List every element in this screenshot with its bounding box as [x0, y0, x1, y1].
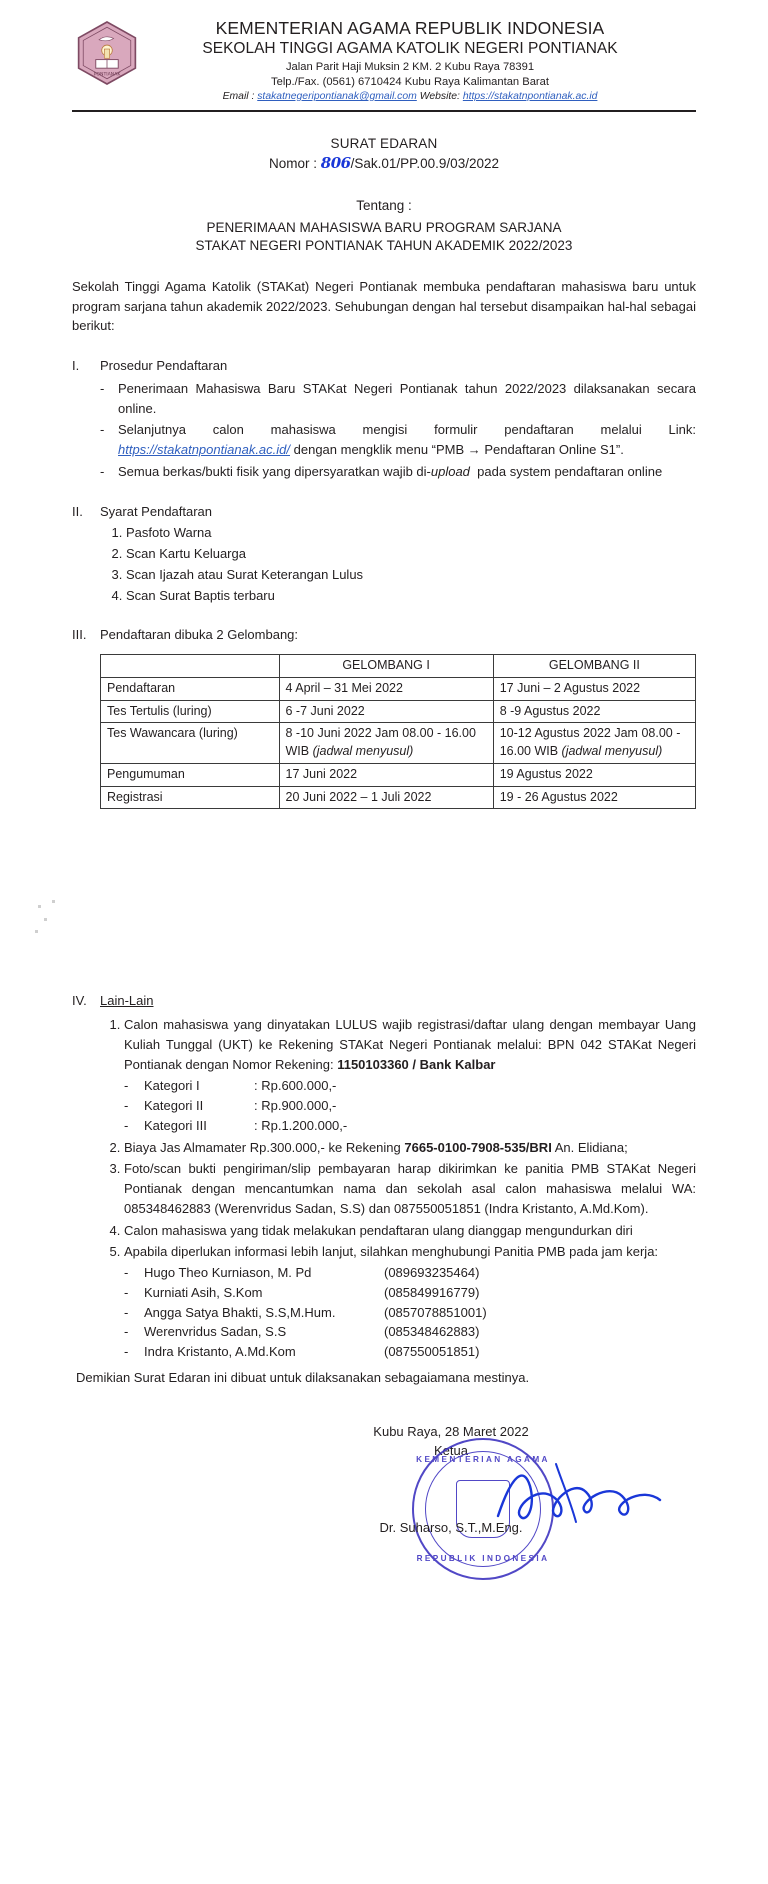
document-type: SURAT EDARAN — [330, 135, 438, 151]
dash-bullet-icon: - — [124, 1324, 129, 1340]
dash-bullet-icon: - — [124, 1344, 129, 1360]
cell-w-g2-text: 10-12 Agustus 2022 Jam 08.00 - 16.00 WIB — [499, 726, 681, 759]
page-gap-spacer — [72, 809, 696, 979]
section-1-bullet-2 — [118, 420, 696, 460]
section-4-title: Lain-Lain — [100, 993, 154, 1009]
cell-tes-tertulis-g1: 6 -7 Juni 2022 — [279, 700, 493, 723]
subject-line-1: PENERIMAAN MAHASISWA BARU PROGRAM SARJANA — [206, 219, 562, 235]
cell-pengumuman-g2: 19 Agustus 2022 — [493, 763, 695, 786]
section-2-number: II. — [72, 503, 83, 519]
document-body — [0, 277, 768, 1572]
list-item — [124, 1096, 696, 1116]
closing-statement: Demikian Surat Edaran ini dibuat untuk dilaksanakan sebagaiamana mestinya. — [76, 1369, 530, 1385]
kontak-4-nama: Werenvridus Sadan, S.S — [144, 1324, 287, 1340]
kategori-list — [124, 1076, 696, 1135]
table-row — [101, 763, 696, 786]
kontak-1-telp: (089693235464) — [384, 1265, 480, 1281]
table-row — [101, 700, 696, 723]
cell-pendaftaran-g1: 4 April – 31 Mei 2022 — [279, 677, 493, 700]
website-label: Website: — [419, 90, 460, 102]
table-header-row — [101, 655, 696, 678]
kategori-1-name: Kategori I — [144, 1078, 200, 1094]
cell-w-g1-note: (jadwal menyusul) — [312, 744, 414, 759]
list-item — [124, 1242, 696, 1362]
list-item — [124, 1138, 696, 1158]
nomor-label: Nomor : — [269, 155, 318, 171]
list-item: 3. Scan Ijazah atau Surat Keterangan Lulus — [126, 565, 696, 585]
kategori-2-name: Kategori II — [144, 1098, 204, 1114]
nomor-rest: /Sak.01/PP.00.9/03/2022 — [350, 155, 499, 171]
section-1-title: Prosedur Pendaftaran — [100, 358, 228, 374]
list-item — [100, 379, 696, 419]
lain-lain-list — [100, 1015, 696, 1362]
kontak-2-telp: (085849916779) — [384, 1284, 480, 1300]
list-item — [100, 420, 696, 460]
kategori-3-name: Kategori III — [144, 1117, 207, 1133]
email-link[interactable]: stakatnegeripontianak@gmail.com — [257, 90, 417, 102]
list-item — [124, 1342, 696, 1362]
row-label-pengumuman: Pengumuman — [101, 763, 280, 786]
kontak-3-telp: (0857078851001) — [384, 1304, 487, 1320]
kontak-4-telp: (085348462883) — [384, 1324, 480, 1340]
dash-bullet-icon: - — [124, 1304, 129, 1320]
list-item — [124, 1303, 696, 1323]
section-gelombang — [72, 625, 696, 809]
list-item — [124, 1263, 696, 1283]
lain-item2-pre: Biaya Jas Almamater Rp.300.000,- ke Rekening — [124, 1139, 405, 1155]
cell-tes-wawancara-g2 — [493, 723, 695, 764]
scan-speckle — [44, 918, 47, 921]
dash-bullet-icon: - — [124, 1265, 129, 1281]
list-item — [100, 462, 696, 482]
table-header-gelombang-1: GELOMBANG I — [279, 655, 493, 678]
section-3-title: Pendaftaran dibuka 2 Gelombang: — [100, 627, 299, 643]
row-label-tes-tertulis: Tes Tertulis (luring) — [101, 700, 280, 723]
stamp-bottom-text: REPUBLIK INDONESIA — [416, 1554, 550, 1564]
section-4-number: IV. — [72, 993, 87, 1009]
section-prosedur-pendaftaran — [72, 356, 696, 482]
list-item — [124, 1322, 696, 1342]
kategori-1-value: : Rp.600.000,- — [254, 1078, 337, 1094]
lain-item1-pre: Calon mahasiswa yang dinyatakan LULUS wajib registrasi/daftar ulang dengan membayar Uang Kuliah Tunggal (UKT) ke Rekening STAKat Negeri Pontianak melalui: BPN 042 STAKat Negeri Pontianak dengan Nomor Rekening: — [124, 1017, 696, 1072]
letterhead — [0, 0, 768, 105]
document-number — [0, 154, 768, 172]
list-item: 3. Foto/scan bukti pengiriman/slip pembayaran harap dikirimkan ke panitia PMB STAKat Negeri Pontianak dengan mencantumkan nama dan sekolah asal calon mahasiswa melalui WA: 085348462883 (Werenvridus Sadan, S.S) dan 087550051851 (Indra Kristanto, A.Md.Kom). — [124, 1159, 696, 1218]
bullet-3-emphasis: upload — [430, 463, 470, 479]
dash-bullet-icon: - — [124, 1098, 129, 1114]
kontak-2-nama: Kurniati Asih, S.Kom — [144, 1284, 263, 1300]
kontak-1-nama: Hugo Theo Kurniason, M. Pd — [144, 1265, 312, 1281]
kontak-5-nama: Indra Kristanto, A.Md.Kom — [144, 1344, 296, 1360]
row-label-registrasi: Registrasi — [101, 786, 280, 809]
website-link[interactable]: https://stakatnpontianak.ac.id — [462, 90, 598, 102]
svg-text:PONTIANAK: PONTIANAK — [93, 72, 121, 78]
kontak-3-nama: Angga Satya Bhakti, S.S,M.Hum. — [144, 1304, 336, 1320]
cell-registrasi-g2: 19 - 26 Agustus 2022 — [493, 786, 695, 809]
phone-line: Telp./Fax. (0561) 6710424 Kubu Raya Kalimantan Barat — [271, 75, 549, 88]
list-item: 2. Scan Kartu Keluarga — [126, 544, 696, 564]
institution-name: SEKOLAH TINGGI AGAMA KATOLIK NEGERI PONTIANAK — [202, 40, 618, 58]
section-1-list — [100, 379, 696, 482]
signature-place-date: Kubu Raya, 28 Maret 2022 — [373, 1423, 529, 1439]
lain-item2-post: An. Elidiana; — [551, 1139, 628, 1155]
cell-tes-tertulis-g2: 8 -9 Agustus 2022 — [493, 700, 695, 723]
kategori-2-value: : Rp.900.000,- — [254, 1098, 337, 1114]
ministry-name: KEMENTERIAN AGAMA REPUBLIK INDONESIA — [215, 18, 605, 38]
stakat-logo-icon — [74, 20, 140, 86]
bullet-3-post: pada system pendaftaran online — [477, 463, 663, 479]
table-row — [101, 677, 696, 700]
row-label-tes-wawancara-text: Tes Wawancara (luring) — [107, 726, 238, 741]
section-syarat-pendaftaran — [72, 502, 696, 606]
cell-pengumuman-g1: 17 Juni 2022 — [279, 763, 493, 786]
dash-bullet-icon: - — [100, 463, 105, 479]
section-3-number: III. — [72, 627, 87, 643]
scan-speckle — [38, 905, 41, 908]
table-header-gelombang-2: GELOMBANG II — [493, 655, 695, 678]
official-stamp-icon — [412, 1438, 554, 1580]
tentang-label: Tentang : — [356, 197, 412, 213]
signature-block — [72, 1422, 696, 1572]
cell-tes-wawancara-g1 — [279, 723, 493, 764]
lain-item1-rekening: 1150103360 / Bank Kalbar — [337, 1056, 496, 1072]
kontak-list — [124, 1263, 696, 1362]
nomor-handwritten: 806 — [320, 153, 351, 172]
list-item: 4. Calon mahasiswa yang tidak melakukan pendaftaran ulang dianggap mengundurkan diri — [124, 1221, 696, 1241]
dash-bullet-icon: - — [100, 422, 105, 438]
dash-bullet-icon: - — [124, 1078, 129, 1094]
table-row — [101, 786, 696, 809]
schedule-table — [100, 654, 696, 809]
dash-bullet-icon: - — [100, 380, 105, 396]
cell-pendaftaran-g2: 17 Juni – 2 Agustus 2022 — [493, 677, 695, 700]
email-website-line — [142, 90, 678, 105]
bullet-3-pre: Semua berkas/bukti fisik yang dipersyaratkan wajib di- — [118, 463, 431, 479]
dash-bullet-icon: - — [124, 1284, 129, 1300]
subject-line-2: STAKAT NEGERI PONTIANAK TAHUN AKADEMIK 2022/2023 — [195, 237, 573, 253]
title-block — [0, 136, 768, 255]
section-2-title: Syarat Pendaftaran — [100, 503, 213, 519]
table-row — [101, 723, 696, 764]
intro-paragraph: Sekolah Tinggi Agama Katolik (STAKat) Negeri Pontianak membuka pendaftaran mahasiswa baru untuk program sarjana tahun akademik 2022/2023. Sehubungan dengan hal tersebut disampaikan hal-hal sebagai berikut: — [72, 278, 696, 334]
section-2-list — [100, 523, 696, 605]
signature-name-text: Dr. Suharso, S.T.,M.Eng. — [379, 1519, 523, 1535]
list-item: 4. Scan Surat Baptis terbaru — [126, 586, 696, 606]
stamp-top-text: KEMENTERIAN AGAMA — [416, 1454, 550, 1464]
list-item: 1. Pasfoto Warna — [126, 523, 696, 543]
header-divider — [72, 110, 696, 112]
list-item — [124, 1076, 696, 1096]
scan-speckle — [35, 930, 38, 933]
lain-item5-text: Apabila diperlukan informasi lebih lanjut, silahkan menghubungi Panitia PMB pada jam kerja: — [124, 1244, 659, 1260]
row-label-tes-wawancara — [101, 723, 280, 764]
section-1-bullet-3 — [118, 462, 696, 482]
lain-item2-rekening: 7665-0100-7908-535/BRI — [404, 1139, 552, 1155]
list-item — [124, 1283, 696, 1303]
kategori-3-value: : Rp.1.200.000,- — [254, 1117, 348, 1133]
address-line: Jalan Parit Haji Muksin 2 KM. 2 Kubu Raya 78391 — [285, 60, 535, 73]
email-label: Email : — [222, 90, 255, 102]
cell-registrasi-g1: 20 Juni 2022 – 1 Juli 2022 — [279, 786, 493, 809]
kontak-5-telp: (087550051851) — [384, 1344, 480, 1360]
section-1-bullet-1: Penerimaan Mahasiswa Baru STAKat Negeri Pontianak tahun 2022/2023 dilaksanakan secara online. — [118, 380, 696, 416]
cell-w-g1-text: 8 -10 Juni 2022 Jam 08.00 - 16.00 WIB — [285, 726, 476, 759]
section-1-number: I. — [72, 358, 80, 374]
table-header-blank — [101, 655, 280, 678]
cell-w-g2-note: (jadwal menyusul) — [561, 744, 663, 759]
row-label-pendaftaran: Pendaftaran — [101, 677, 280, 700]
bullet-2-pre: Selanjutnya calon mahasiswa mengisi formulir pendaftaran melalui Link: — [118, 422, 696, 438]
scan-speckle — [52, 900, 55, 903]
bullet-2-post: dengan mengklik menu “PMB → Pendaftaran Online S1”. — [293, 442, 624, 458]
section-lain-lain — [72, 991, 696, 1387]
signature-name — [326, 1518, 576, 1538]
list-item — [124, 1015, 696, 1136]
list-item — [124, 1116, 696, 1136]
dash-bullet-icon: - — [124, 1117, 129, 1133]
pmb-link[interactable]: https://stakatnpontianak.ac.id/ — [118, 442, 290, 458]
signature-position: Ketua — [434, 1443, 468, 1459]
